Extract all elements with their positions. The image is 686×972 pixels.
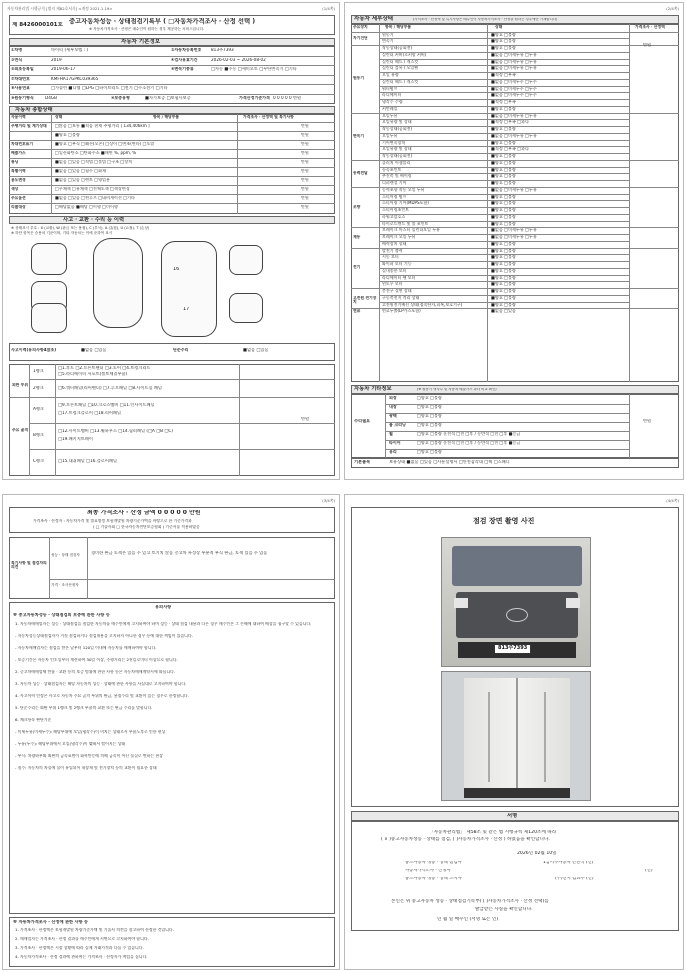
detail-item-label: 워터펌프 xyxy=(382,86,398,91)
detail-item-status: ■양호 □불량 xyxy=(491,201,516,206)
detail-item-label: 구동축전지 격리 상태 xyxy=(382,295,420,300)
price-unit: 만원 xyxy=(301,417,310,421)
document-number: 제 8426000101호 xyxy=(12,22,63,28)
detail-item-label: 원동기 xyxy=(382,32,394,37)
general-price-unit: 만원 xyxy=(301,187,309,191)
detail-item-status: ■양호 □불량 xyxy=(491,32,516,37)
notifier-role: 중고자동차 성능 · 상태 고지자 xyxy=(405,877,462,881)
detail-item-label: 동력조향 작동 오일 누유 xyxy=(382,187,425,192)
basic-items-label: 기본품목 xyxy=(354,460,371,464)
page-1 xyxy=(2,2,340,480)
rank-1-parts: □1.후드 □2.프론트펜더 □3.도어 □4.트렁크리드 xyxy=(58,366,151,370)
detail-item-status: ■없음 □있음 xyxy=(491,309,516,314)
car-diagram-front xyxy=(31,243,67,275)
rank-b-parts: □12.사이드멤버 □13.휠하우스 □14.필러패널 (□A □B □C) xyxy=(58,429,173,433)
basic-info-value: 813주7393 xyxy=(211,48,234,52)
rank-a-label: A랭크 xyxy=(33,407,44,411)
etc-header xyxy=(351,385,679,394)
detail-item-status: ■양호 □불량 xyxy=(491,154,516,158)
basic-info-key: ⑥변속기종류 xyxy=(171,67,194,72)
basic-info-value: 마이티 (세부모델 : ) xyxy=(51,48,88,52)
detail-group-label: 연료 xyxy=(353,309,361,314)
etc-item-status: □양호 □불량 xyxy=(417,405,442,409)
notice-line: - 자동차매매업자는 점검을 받은 날부터 120일 이내에 자동차를 매매하여야 합니다. xyxy=(15,646,157,650)
notice-line: 5. 단순수리는 외판 부위 1랭크 및 2랭크 부품의 교환 또는 판금 수리를 말합니다. xyxy=(15,706,153,710)
etc-item-status: □양호 □불량 운전석 □전 □후 / 동반석 □전 □후 ■응급 xyxy=(417,441,521,445)
notice-2-line: 2. 매매업자는 가격조사 · 산정 결과를 매수인에게 서면으로 고지하여야 합니다. xyxy=(15,937,149,941)
detail-column-header: 항목 / 해당부품 xyxy=(385,25,412,29)
etc-item-label: 내장 xyxy=(389,405,397,409)
outer-panel-group: 외판 부위 xyxy=(12,383,28,387)
detail-item-label: 작동상태(공회전) xyxy=(382,127,413,131)
detail-item-status: ■없음 □미세누유 □누유 xyxy=(491,66,537,71)
general-column-header: 사용이력 xyxy=(11,115,26,119)
accident-status: ■없음 □있음 xyxy=(243,348,269,352)
general-item-status: □많음 □보통 ■적음 현재 주행거리 [ 134,406km ] xyxy=(55,124,150,128)
detail-item-label: 와이퍼 모터 기능 xyxy=(382,262,412,266)
basic-info-value: □자동 ■수동 □세미오토 □무단변속기 □기타 xyxy=(211,67,297,72)
basic-info-value: 0 0 0 0 0 만원 xyxy=(273,96,302,100)
general-item-label: 차대번호표기 xyxy=(11,142,34,146)
detail-item-status: ■양호 □불량 xyxy=(491,282,516,287)
basic-info-key: ⑩보증유형 xyxy=(111,96,130,100)
etc-item-status: □양호 □불량 xyxy=(417,396,442,400)
detail-item-status: ■없음 □미세누유 □누유 xyxy=(491,235,537,239)
general-item-status: ■없음 □있음 □렌트 □영업용 xyxy=(55,178,110,182)
detail-item-status: ■양호 □불량 xyxy=(491,181,516,185)
detail-title: 자동차 세부상태 xyxy=(354,16,394,22)
general-column-header: 항목 / 해당부품 xyxy=(153,115,180,119)
inspector-role: 중고자동차 성능 · 상태 점검자 xyxy=(405,861,462,865)
general-item-status: □무채색 □유채색 □전체도색 □색상변경 xyxy=(55,187,130,191)
etc-item-label: 유리 xyxy=(389,450,397,454)
general-price-unit: 만원 xyxy=(301,151,309,155)
detail-item-label: 스티어링조인트 xyxy=(382,208,410,212)
basic-info-value: □가솔린 ■디젤 □LPG □하이브리드 □전기 □수소전기 □기타 xyxy=(51,86,168,91)
detail-item-status: ■양호 □불량 xyxy=(491,106,516,111)
notice-line: - 미세누유(미세누수): 해당부위에 오일(냉각수)이 비치는 상태로서 부품노후로 인한 현상 xyxy=(15,730,166,734)
detail-item-label: 커먼레일 xyxy=(382,106,398,111)
general-price-unit: 만원 xyxy=(301,205,309,209)
page-number: (4/4쪽) xyxy=(666,498,679,503)
car-diagram-rear xyxy=(31,303,67,333)
rank-b-parts-2: □19.패키지트레이 xyxy=(58,437,93,441)
detail-group-label: 자기진단 xyxy=(353,35,368,40)
detail-item-status: ■양호 □불량 xyxy=(491,214,516,219)
notice-line: - 보증기간은 자동차 인도일부터 계산하여 30일 이상, 주행거리는 2천킬로미터 이상으로 합니다. xyxy=(15,658,178,662)
basic-info-title: 자동차 기본정보 xyxy=(121,39,161,45)
page-number: (1/4쪽) xyxy=(322,6,335,11)
page-3 xyxy=(2,494,340,970)
accident-label: 사고이력(유의사항4참조) xyxy=(11,348,57,352)
detail-item-status: ■양호 □불량 xyxy=(491,46,516,50)
detail-item-status: ■양호 □불량 xyxy=(491,262,516,266)
detail-item-label: 발전기 출력 xyxy=(382,248,403,253)
detail-item-status: ■없음 □미세누유 □누유 xyxy=(491,228,537,233)
detail-item-label: 냉각수 수량 xyxy=(382,100,403,104)
detail-item-label: 실린더 헤드 / 개스킷 xyxy=(382,79,419,84)
notice-line: - 자동차성능상태점검자가 거짓 점검하거나 점검내용을 고지하지 아니한 경우 등에 대한 책임이 있습니다. xyxy=(15,634,193,638)
basic-info-key: ⑨원동기형식 xyxy=(11,96,34,100)
law-text-2: ( ∨ )중고자동차성능 · 상태를 점검, [ ]자동차가격조사 · 산정 ) 하였음을 확인합니다. xyxy=(381,837,550,842)
notice-2-line: 1. 가격조사 · 산정액은 보험개발원 차량기준가액 및 기술사 의견을 참고하여 산정한 것입니다. xyxy=(15,928,174,932)
etc-item-label: 외장 xyxy=(389,396,397,400)
general-price-unit: 만원 xyxy=(301,178,309,182)
detail-item-label: 오일 유량 xyxy=(382,73,399,77)
detail-item-label: 연료누출(LP가스포함) xyxy=(382,309,421,314)
detail-item-label: 라디에이터 팬 모터 xyxy=(382,275,416,280)
accident-label: 단순수리 xyxy=(173,348,189,352)
detail-item-label: 파워고압호스 xyxy=(382,214,406,219)
pricing-role: 자동차가격조사 · 산정자 xyxy=(405,869,451,873)
notice-2-title: ※ 자동차가격조사 · 산정에 관한 사항 등 xyxy=(13,920,89,924)
rank-1-label: 1랭크 xyxy=(33,369,44,373)
detail-item-label: 타이로드엔드 및 볼 조인트 xyxy=(382,221,429,226)
form-header: 자동차관리법 시행규칙 [별지 제82호서식] <개정 2021.1.19> xyxy=(7,6,113,11)
general-column-header: 상태 xyxy=(55,115,63,119)
detail-group-label: 제동 xyxy=(353,234,361,239)
notice-line: - 침수: 자동차의 차실에 물이 유입되어 내장재 및 전기장치 등의 교환이 필요한 상태 xyxy=(15,766,157,770)
detail-item-status: ■양호 □불량 xyxy=(491,289,516,293)
rank-1-parts-2: □5.라디에이터 서포트(볼트체결부품) xyxy=(58,372,128,376)
detail-item-label: 윈도우 모터 xyxy=(382,282,403,287)
detail-item-label: 오일누유 xyxy=(382,133,398,138)
detail-item-label: 오일유량 및 상태 xyxy=(382,120,412,125)
general-item-status: □일산화탄소 □탄화수소 ■매연 %, ppm, % xyxy=(55,151,137,155)
pricing-label: 가격 · 조사산정자 xyxy=(51,583,79,587)
detail-note: (가격조사 · 산정액 및 특기사항은 매수인이 자동차가격조사 · 산정을 원하는 경우에만 기재합니다) xyxy=(413,18,558,21)
detail-item-status: ■없음 □미세누수 □누수 xyxy=(491,79,537,84)
general-price-unit: 만원 xyxy=(301,160,309,164)
detail-item-status: ■양호 □불량 xyxy=(491,241,516,246)
remarks-label: 특기사항 및 점검자의 의견 xyxy=(11,561,47,570)
general-item-status: ■양호 □불량 xyxy=(55,133,80,137)
final-price-sub: 가격조사 · 산정자 : 자동차가격 및 별표별정 보험개발원 차량기준가액을 바탕으로 한 기준가격과 xyxy=(33,519,192,523)
general-price-unit: 만원 xyxy=(301,133,309,137)
basic-info-header xyxy=(9,38,335,46)
inspector-sign: 1급서부자동차 반찬석 (인) xyxy=(543,861,594,865)
general-price-unit: 만원 xyxy=(301,169,309,173)
final-price-title: 최종 가격조사 · 산정 금액 0 0 0 0 0 만원 xyxy=(87,510,201,516)
detail-item-status: ■양호 □불량 xyxy=(491,221,516,226)
accident-header xyxy=(9,216,335,224)
detail-column-header: 주요장치 xyxy=(353,25,368,29)
detail-group-label: 고전원 전기장치 xyxy=(353,295,377,304)
buyer-confirm-2: 발급받은 사실을 확인합니다. xyxy=(475,907,533,912)
law-text: 「자동차관리법」 제58조 및 같은 법 시행규칙 제120조에 따라 xyxy=(429,830,557,835)
general-title: 자동차 종합상태 xyxy=(15,107,53,113)
detail-item-status: ■양호 □불량 xyxy=(491,194,516,199)
basic-info-value: ■자가보증 □보험사보증 xyxy=(145,96,191,100)
etc-item-status: □양호 □불량 운전석 □전 □후 / 동반석 □전 □후 ■응급 xyxy=(417,432,521,436)
detail-group-label: 전기 xyxy=(353,265,361,270)
general-price-unit: 만원 xyxy=(301,196,309,200)
detail-item-status: ■양호 □불량 xyxy=(491,248,516,253)
detail-item-status: ■적정 □부족 □과다 xyxy=(491,147,529,152)
notifier-sign: (주)진지 김효수 (인) xyxy=(555,877,594,881)
general-item-label: 특별이력 xyxy=(11,169,26,173)
detail-item-status: ■적정 □부족 xyxy=(491,100,516,104)
truck-front-photo xyxy=(441,537,591,667)
rank-2-parts: □6.쿼터패널(리어펜더) □7.루프패널 □8.사이드실 패널 xyxy=(58,386,162,390)
general-header xyxy=(9,106,335,114)
general-item-status: □해당없음 ■해당 □이행 □미이행 xyxy=(55,205,118,209)
title-notice: ※ 자동차가격조사 · 산정은 매수인이 원하는 경우 제공하는 서비스입니다. xyxy=(89,27,205,31)
accident-note-2: ※ 하단 항목은 승용차 기준이며, 기타 자동차는 이에 준하여 표시 xyxy=(11,231,113,235)
general-item-status: ■없음 □있음 □침수 □화재 xyxy=(55,169,107,173)
detail-item-status: ■없음 □미세누유 □누유 xyxy=(491,187,537,192)
truck-rear-photo xyxy=(441,671,591,801)
notice-title: ※ 중고자동차성능 · 상태점검의 보증에 관한 사항 등 xyxy=(13,613,110,617)
rank-2-label: 2랭크 xyxy=(33,386,44,390)
detail-item-label: 작동상태(공회전) xyxy=(382,46,413,50)
detail-group-label: 변속기 xyxy=(353,133,365,138)
detail-item-status: ■양호 □불량 xyxy=(491,127,516,131)
detail-item-label: 라디에이터 xyxy=(382,93,402,98)
detail-item-label: 시동 모터 xyxy=(382,255,399,260)
rank-a-parts-2: □17.트렁크플로어 □18.리어패널 xyxy=(58,411,122,415)
detail-item-label: 기어변속장치 xyxy=(382,140,406,145)
detail-item-label: 고전원전기배선 상태(접속단자,피복,보호기구) xyxy=(382,302,463,307)
detail-item-label: 오일유량 및 상태 xyxy=(382,147,412,152)
detail-item-label: 클러치 어셈블리 xyxy=(382,160,411,165)
etc-item-status: □양호 □불량 xyxy=(417,450,442,454)
detail-item-status: ■양호 □불량 xyxy=(491,160,516,165)
notice-2-line: 3. 가격조사 · 산정액은 시장 상황에 따라 실제 거래가격과 다를 수 있습니다. xyxy=(15,946,144,950)
basic-info-value: 2026-02-03 ~ 2026-08-02 xyxy=(211,57,266,62)
general-price-unit: 만원 xyxy=(301,124,309,128)
detail-item-status: ■양호 □불량 xyxy=(491,140,516,145)
document-title: 중고자동차성능 · 상태점검기록부 ( □자동차가격조사 · 산정 선택 ) xyxy=(69,18,256,25)
notice-line: 1. 자동차매매업자는 성능 · 상태점검을 점검한 자동차를 매수인에게 고지하여야 하며 성능 · 상태 점검 내용과 다른 경우 매수인은 그 손해에 대하여 배상을 청구할 수 있습니다. xyxy=(15,622,312,626)
detail-column-header: 상태 xyxy=(495,25,503,29)
detail-item-status: ■없음 □미세누유 □누유 xyxy=(491,52,537,57)
general-price-unit: 만원 xyxy=(301,142,309,146)
basic-items-value: 보유상태 ■없음 □있음 □사용설명서 □안전삼각대 □잭 □스패너 xyxy=(389,460,510,464)
detail-item-label: 추진축 및 베어링 xyxy=(382,174,412,179)
remarks-table xyxy=(9,537,335,599)
detail-item-status: ■양호 □불량 xyxy=(491,268,516,273)
notice-head: 유의사항 xyxy=(155,605,172,609)
detail-price-unit: 만원 xyxy=(643,43,652,47)
basic-info-value: KMFHA17GPKC039365 xyxy=(51,76,99,81)
sign-date: 2026년 02월 10일 xyxy=(517,851,557,856)
general-item-label: 주요옵션 xyxy=(11,196,26,200)
etc-item-label: 룸 크리닝 xyxy=(389,423,406,427)
buyer-confirm: 본인은 위 중고자동차 성능 · 상태점검기록부( [ ]자동차가격조사 · 산정 선택)를 xyxy=(391,899,549,904)
car-diagram-right-top xyxy=(229,245,263,275)
inspector-label: 성능 · 상태 점검자 xyxy=(51,553,80,557)
detail-column-header: 가격조사 · 산정액 xyxy=(635,25,665,29)
basic-info-key: ④검사유효기간 xyxy=(171,57,198,62)
notice-2-line: 4. 자동차가격조사 · 산정 결과에 관하여는 가격조사 · 산정자가 책임을 집니다. xyxy=(15,955,148,959)
etc-item-status: □양호 □불량 xyxy=(417,414,442,418)
detail-group-label: 동력전달 xyxy=(353,170,368,175)
basic-info-key: ③연식 xyxy=(11,57,23,62)
etc-title: 자동차 기타정보 xyxy=(354,386,392,392)
final-price-sub-2: ( □ 기술사회 □ 한국자동차진단보증협회 ) 기준서를 적용하였음 xyxy=(93,525,200,529)
sign-title: 서명 xyxy=(507,813,518,819)
detail-item-status: ■적정 □부족 □과다 xyxy=(491,120,529,125)
detail-item-status: ■양호 □불량 xyxy=(491,208,516,212)
basic-info-value: D4GB xyxy=(45,96,58,100)
etc-price-unit: 만원 xyxy=(643,419,652,423)
detail-item-status: ■없음 □미세누수 □누수 xyxy=(491,93,537,98)
general-column-header: 가격조사 · 산정액 및 특기사항 xyxy=(243,115,294,119)
detail-item-label: 실린더 블록 / 오일팬 xyxy=(382,66,419,71)
rank-c-parts: □15.대쉬패널 □16.플로어패널 xyxy=(58,459,117,463)
detail-item-label: 등속조인트 xyxy=(382,167,402,172)
accident-status: ■없음 □있음 xyxy=(81,348,107,352)
detail-item-status: ■없음 □미세누유 □누유 xyxy=(491,133,537,138)
basic-info-value: 2019-06-17 xyxy=(51,67,76,72)
photo-title: 점검 장면 촬영 사진 xyxy=(473,517,535,525)
general-item-label: 주행거리 및 계기상태 xyxy=(11,124,47,128)
page-2 xyxy=(344,2,684,480)
detail-item-status: ■양호 □불량 xyxy=(491,302,516,307)
page-number: (2/4쪽) xyxy=(666,6,679,11)
notice-line: 6. 체크항목 판단기준 xyxy=(15,718,52,722)
detail-item-status: ■양호 □불량 xyxy=(491,174,516,179)
detail-item-label: 실린더 헤드 / 개스킷 xyxy=(382,59,419,64)
detail-item-label: 충전구 절연 상태 xyxy=(382,289,412,293)
detail-item-status: ■없음 □미세누유 □누유 xyxy=(491,113,537,118)
detail-item-status: ■없음 □미세누수 □누수 xyxy=(491,86,537,91)
detail-item-label: 스티어링 기어(MDPS포함) xyxy=(382,201,429,206)
basic-info-key: ①차명 xyxy=(11,48,23,52)
detail-item-label: 배력장치 상태 xyxy=(382,241,407,246)
detail-item-label: 브레이크 오일 누유 xyxy=(382,235,416,239)
page-number: (3/4쪽) xyxy=(322,498,335,503)
detail-item-label: 변속기 xyxy=(382,39,394,44)
detail-item-label: 작동상태(공회전) xyxy=(382,154,413,158)
etc-item-label: 휠 xyxy=(389,432,393,436)
detail-item-status: ■없음 □미세누유 □누유 xyxy=(491,59,537,64)
notice-line: 4. 사고이력 인정은 사고로 자동차 주요 골격 부위의 판금, 용접수리 및 교환이 있는 경우로 한정합니다. xyxy=(15,694,189,698)
accident-status-table xyxy=(9,343,335,361)
basic-info-key: ⑦차대번호 xyxy=(11,76,30,81)
detail-item-status: ■양호 □불량 xyxy=(491,275,516,280)
frame-number-label: 17 xyxy=(183,307,190,312)
notice-line: - 누유(누수): 해당부위에서 오일(냉각수)이 맺혀서 떨어지는 상태 xyxy=(15,742,126,746)
detail-item-status: ■양호 □불량 xyxy=(491,167,516,172)
general-item-label: 리콜대상 xyxy=(11,205,26,209)
general-item-status: ■없음 □있음 □썬루프 □네비게이션 □기타 xyxy=(55,196,135,200)
detail-item-label: 실내송풍 모터 xyxy=(382,268,407,273)
car-diagram-right-bottom xyxy=(229,293,263,323)
detail-item-status: ■양호 □불량 xyxy=(491,255,516,260)
rank-b-label: B랭크 xyxy=(33,433,44,437)
detail-item-label: 실린더 커버(로커암 커버) xyxy=(382,52,427,57)
detail-item-label: 오일누유 xyxy=(382,113,398,118)
general-item-status: ■없음 □있음 □적법 □불법 □구조 □장치 xyxy=(55,160,133,164)
basic-info-value: 2019 xyxy=(51,57,62,62)
etc-item-label: 타이어 xyxy=(389,441,401,445)
inspector-remark: 경미한 판금 도색은 있을 수 있고 토기치 않음 중고차 특성상 부분적 부식 판금, 도색 있을 수 있음 xyxy=(91,551,268,555)
frame-group: 주요 골격 xyxy=(12,428,28,432)
general-item-status: ■양호 □부식 □훼손(오손) □상이 □변조(변타) □도말 xyxy=(55,142,155,146)
frame-number-label: 16 xyxy=(173,267,180,272)
page-4 xyxy=(344,494,684,970)
etc-item-status: □양호 □불량 xyxy=(417,423,442,427)
accident-note-1: ※ 상태표시 부호 : X (교환), W (판금 또는 용접), C (부식), A (흠집), U (요철), T (손상) xyxy=(11,226,150,230)
general-item-label: 색상 xyxy=(11,187,19,191)
detail-item-label: 디퍼렌셜 기어 xyxy=(382,181,407,185)
notice-line: 2. 중고차매매업체 반품 · 교환 등의 보증 범위에 관한 사항 등은 자동차매매계약서에 따릅니다. xyxy=(15,670,176,674)
basic-info-key: 가격산정기준가격 xyxy=(239,96,270,100)
detail-item-status: ■양호 □불량 xyxy=(491,39,516,44)
basic-info-key: ⑤최초등록일 xyxy=(11,67,34,72)
buyer-sign-row: 년 월 일 매수인 (서명 또는 인) xyxy=(437,917,499,922)
detail-item-label: 스티어링 펌프 xyxy=(382,194,407,199)
general-item-label: 용도변경 xyxy=(11,178,26,182)
accident-title: 사고 · 교환 · 수리 등 이력 xyxy=(63,217,125,223)
detail-item-label: 브레이크 마스터 실린더오일 누유 xyxy=(382,228,440,233)
repair-needed-label: 수리필요 xyxy=(354,419,371,423)
detail-item-status: ■양호 □불량 xyxy=(491,295,516,300)
car-diagram-top xyxy=(93,238,143,328)
notice-line: 3. 자동차 성능 · 상태점검자는 해당 자동차의 성능 · 상태에 관한 사항을 사실대로 고지하여야 합니다. xyxy=(15,682,187,686)
basic-info-key: ⑧사용연료 xyxy=(11,86,30,91)
frame-diagram xyxy=(161,241,217,337)
detail-item-status: ■적정 □부족 xyxy=(491,73,516,77)
notice-line: - 부식: 차량하부와 외판의 금속표면이 화학반응에 의해 금속이 아닌 물질로 변하는 현상 xyxy=(15,754,163,758)
detail-group-label: 원동기 xyxy=(353,76,365,81)
rank-c-label: C랭크 xyxy=(33,459,45,463)
basic-info-key: ②자동차등록번호 xyxy=(171,48,202,52)
etc-note: (※ 원동기 냉각수 및 자동차 배출가스 과다 비교 확인) xyxy=(417,388,497,391)
general-item-label: 튜닝 xyxy=(11,160,19,164)
general-item-label: 배출가스 xyxy=(11,151,26,155)
etc-item-label: 광택 xyxy=(389,414,397,418)
pricing-sign: (인) xyxy=(645,869,653,873)
license-plate: 813주7393 xyxy=(494,644,531,654)
rank-a-parts: □9.프론트패널 □10.크로스멤버 □11.인사이드패널 xyxy=(58,403,155,407)
detail-group-label: 조향 xyxy=(353,204,361,209)
